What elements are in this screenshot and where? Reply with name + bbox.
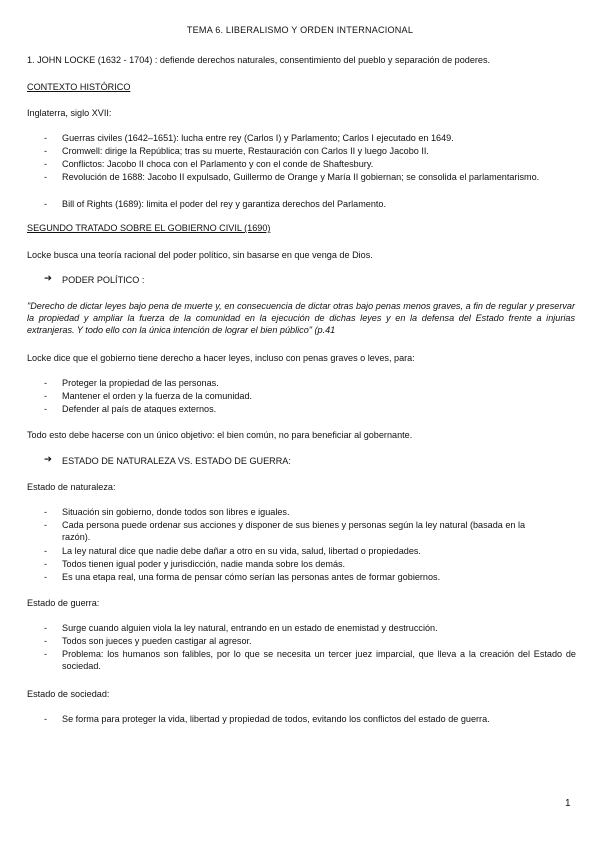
naturaleza-item: Cada persona puede ordenar sus acciones y disponer de sus bienes y personas según la ley natural (basada en la razón). bbox=[62, 520, 526, 542]
contexto-item: Cromwell: dirige la República; tras su muerte, Restauración con Carlos II y luego Jacobo II. bbox=[62, 146, 429, 156]
bullet-marker: - bbox=[44, 507, 48, 517]
locke-heading: 1. JOHN LOCKE (1632 - 1704) : defiende derechos naturales, consentimiento del pueblo y separación de poderes. bbox=[27, 55, 491, 65]
page-number: 1 bbox=[565, 798, 571, 809]
gobierno-item: Proteger la propiedad de las personas. bbox=[62, 378, 219, 388]
bullet-marker: - bbox=[44, 546, 48, 556]
gobierno-item: Mantener el orden y la fuerza de la comunidad. bbox=[62, 391, 253, 401]
bullet-marker: - bbox=[44, 378, 48, 388]
bullet-marker: - bbox=[44, 559, 48, 569]
bullet-marker: - bbox=[44, 404, 48, 414]
guerra-item: Todos son jueces y pueden castigar al agresor. bbox=[62, 636, 252, 646]
bien-comun-text: Todo esto debe hacerse con un único objetivo: el bien común, no para beneficiar al gobernante. bbox=[27, 430, 413, 440]
contexto-heading: CONTEXTO HISTÓRICO bbox=[27, 82, 131, 92]
naturaleza-item: Situación sin gobierno, donde todos son libres e iguales. bbox=[62, 507, 290, 517]
inglaterra-label: Inglaterra, siglo XVII: bbox=[27, 108, 112, 118]
bullet-marker: - bbox=[44, 391, 48, 401]
bullet-marker: - bbox=[44, 159, 48, 169]
bullet-marker: - bbox=[44, 199, 48, 209]
naturaleza-item: Es una etapa real, una forma de pensar cómo serían las personas antes de formar gobiernos. bbox=[62, 572, 441, 582]
contexto-item: Guerras civiles (1642–1651): lucha entre rey (Carlos I) y Parlamento; Carlos I ejecutado en 1649. bbox=[62, 133, 454, 143]
arrow-right-icon: ➔ bbox=[44, 454, 52, 465]
sociedad-heading: Estado de sociedad: bbox=[27, 689, 110, 699]
naturaleza-item: Todos tienen igual poder y jurisdicción, nadie manda sobre los demás. bbox=[62, 559, 346, 569]
arrow-right-icon: ➔ bbox=[44, 273, 52, 284]
naturaleza-heading: Estado de naturaleza: bbox=[27, 482, 116, 492]
poder-politico-quote: "Derecho de dictar leyes bajo pena de muerte y, en consecuencia de dictar otras bajo penas menos graves, a fin de regular y preservar la propiedad y ampliar la fuerza de la comunidad en la ejecución de dichas leyes y en la defensa del Estado frente a injurias extranjeras. Y todo ello con la única intención de lograr el bien público" (p.41 bbox=[27, 301, 575, 335]
gobierno-item: Defender al país de ataques externos. bbox=[62, 404, 217, 414]
estado-comparacion-heading: ESTADO DE NATURALEZA VS. ESTADO DE GUERRA: bbox=[62, 456, 291, 466]
contexto-item: Revolución de 1688: Jacobo II expulsado, Guillermo de Orange y María II gobiernan; se consolida el parlamentarismo. bbox=[62, 172, 540, 182]
locke-busca-text: Locke busca una teoría racional del poder político, sin basarse en que venga de Dios. bbox=[27, 250, 373, 260]
bullet-marker: - bbox=[44, 623, 48, 633]
poder-politico-heading: PODER POLÍTICO : bbox=[62, 275, 145, 285]
guerra-item: Problema: los humanos son falibles, por lo que se necesita un tercer juez imparcial, que lleva a la creación del Estado de sociedad. bbox=[62, 649, 576, 671]
gobierno-derecho-text: Locke dice que el gobierno tiene derecho a hacer leyes, incluso con penas graves o leves, para: bbox=[27, 353, 415, 363]
bullet-marker: - bbox=[44, 520, 48, 530]
guerra-item: Surge cuando alguien viola la ley natural, entrando en un estado de enemistad y destrucción. bbox=[62, 623, 438, 633]
bullet-marker: - bbox=[44, 146, 48, 156]
document-title: TEMA 6. LIBERALISMO Y ORDEN INTERNACIONAL bbox=[186, 25, 414, 35]
bullet-marker: - bbox=[44, 133, 48, 143]
contexto-item: Conflictos: Jacobo II choca con el Parlamento y con el conde de Shaftesbury. bbox=[62, 159, 374, 169]
bullet-marker: - bbox=[44, 649, 48, 659]
bullet-marker: - bbox=[44, 172, 48, 182]
naturaleza-item: La ley natural dice que nadie debe dañar a otro en su vida, salud, libertad o propiedades. bbox=[62, 546, 421, 556]
segundo-tratado-heading: SEGUNDO TRATADO SOBRE EL GOBIERNO CIVIL (1690) bbox=[27, 223, 271, 233]
guerra-heading: Estado de guerra: bbox=[27, 598, 100, 608]
bullet-marker: - bbox=[44, 714, 48, 724]
contexto-item: Bill of Rights (1689): limita el poder del rey y garantiza derechos del Parlamento. bbox=[62, 199, 387, 209]
bullet-marker: - bbox=[44, 572, 48, 582]
sociedad-item: Se forma para proteger la vida, libertad y propiedad de todos, evitando los conflictos del estado de guerra. bbox=[62, 714, 490, 724]
bullet-marker: - bbox=[44, 636, 48, 646]
